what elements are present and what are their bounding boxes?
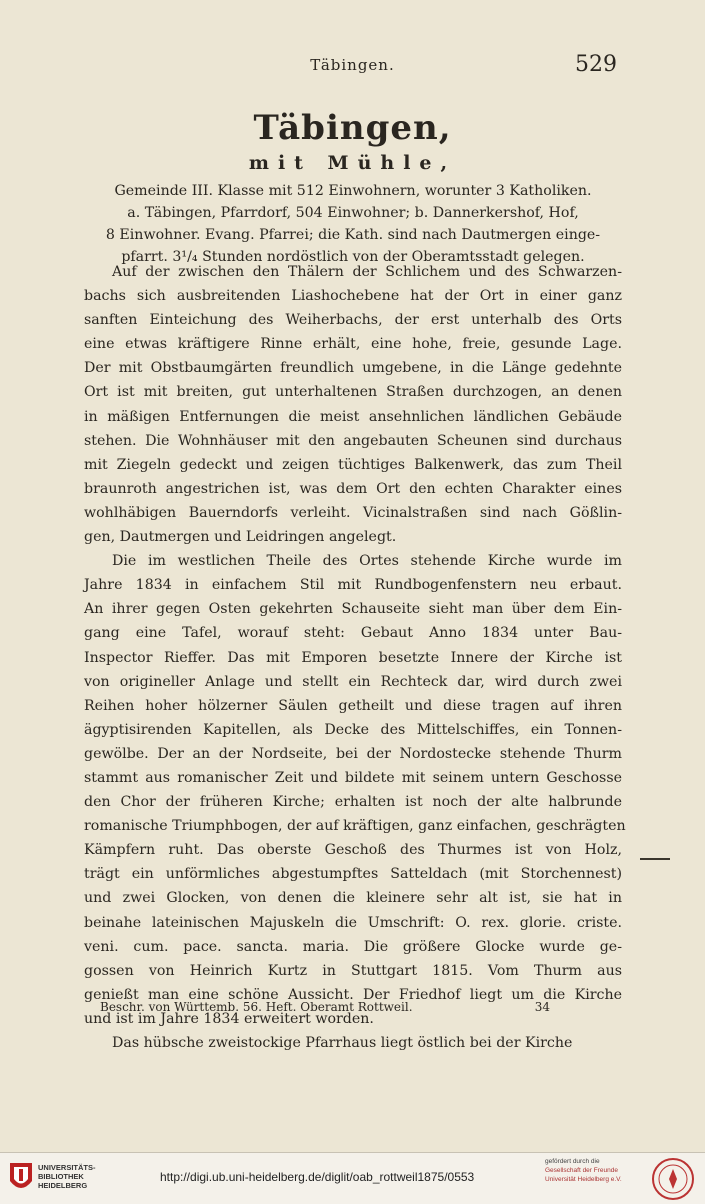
running-head: [0, 52, 705, 82]
margin-mark: [640, 858, 670, 860]
body-line: stammt aus romanischer Zeit und bildete mit seinem untern Geschosse: [84, 769, 622, 786]
signature-line: [100, 1000, 550, 1014]
university-line: BIBLIOTHEK: [38, 1172, 84, 1181]
body-line: bachs sich ausbreitenden Liashochebene hat der Ort in einer ganz: [84, 288, 622, 305]
body-line: genießt man eine schöne Aussicht. Der Friedhof liegt um die Kirche: [84, 986, 622, 1003]
university-line: HEIDELBERG: [38, 1181, 88, 1190]
body-line: braunroth angestrichen ist, was dem Ort den echten Charakter eines: [84, 480, 622, 497]
section-title: Täbingen,: [253, 108, 452, 148]
body-line: in mäßigen Entfernungen die meist ansehnlichen ländlichen Gebäude: [84, 408, 622, 425]
page-number: 529: [575, 52, 617, 77]
summary-line: a. Täbingen, Pfarrdorf, 504 Einwohner; b. Dannerkershof, Hof,: [127, 205, 579, 221]
body-line: sanften Einteichung des Weiherbachs, der erst unterhalb des Orts: [84, 312, 622, 329]
sponsor-line: Gesellschaft der Freunde: [545, 1167, 618, 1174]
summary-line: Gemeinde III. Klasse mit 512 Einwohnern, worunter 3 Katholiken.: [114, 183, 592, 199]
body-line: stehen. Die Wohnhäuser mit den angebauten Scheunen sind durchaus: [84, 432, 622, 449]
body-line: Die im westlichen Theile des Ortes stehende Kirche wurde im: [112, 553, 622, 570]
body-line: Auf der zwischen den Thälern der Schlichem und des Schwarzen-: [112, 264, 622, 280]
body-line: wohlhäbigen Bauerndorfs verleiht. Vicinalstraßen sind nach Gößlin-: [84, 504, 622, 521]
sponsor-line: Universität Heidelberg e.V.: [545, 1176, 622, 1183]
body-text: [84, 260, 626, 1055]
body-line: beinahe lateinischen Majuskeln die Umschrift: O. rex. glorie. criste.: [84, 914, 622, 931]
body-line: Der mit Obstbaumgärten freundlich umgebene, in die Länge gedehnte: [84, 360, 622, 377]
running-head-title: Täbingen.: [310, 56, 395, 74]
body-line: Ort ist mit breiten, gut unterhaltenen Straßen durchzogen, an denen: [84, 384, 622, 401]
university-logo-icon: [8, 1161, 34, 1195]
body-line: eine etwas kräftigere Rinne erhält, eine hohe, freie, gesunde Lage.: [84, 336, 622, 353]
summary-line: 8 Einwohner. Evang. Pfarrei; die Kath. sind nach Dautmergen einge-: [105, 227, 601, 243]
body-line: und ist im Jahre 1834 erweitert worden.: [84, 1010, 374, 1027]
body-line: trägt ein unförmliches abgestumpftes Satteldach (mit Storchennest): [84, 866, 622, 883]
body-line: ägyptisirenden Kapitellen, als Decke des Mittelschiffes, ein Tonnen-: [84, 721, 622, 738]
signature-number: 34: [534, 1000, 550, 1014]
body-line: gang eine Tafel, worauf steht: Gebaut Anno 1834 unter Bau-: [84, 625, 622, 642]
permalink-url[interactable]: http://digi.ub.uni-heidelberg.de/diglit/oab_rottweil1875/0553: [160, 1170, 475, 1184]
municipality-summary: [84, 180, 622, 268]
body-line: Reihen hoher hölzerner Säulen getheilt und diese tragen auf ihren: [84, 697, 622, 714]
body-line: gen, Dautmergen und Leidringen angelegt.: [84, 529, 397, 546]
body-line: gewölbe. Der an der Nordseite, bei der Nordostecke stehende Thurm: [84, 745, 622, 762]
body-line: und zwei Glocken, von denen die kleinere sehr alt ist, sie hat in: [84, 890, 622, 907]
university-line: UNIVERSITÄTS-: [38, 1163, 96, 1172]
university-name: [38, 1163, 96, 1190]
body-line: Kämpfern ruht. Das oberste Geschoß des Thurmes ist von Holz,: [84, 842, 622, 859]
body-line: mit Ziegeln gedeckt und zeigen tüchtiges Balkenwerk, das zum Theil: [84, 456, 622, 473]
body-line: An ihrer gegen Osten gekehrten Schauseite sieht man über dem Ein-: [84, 601, 622, 618]
body-line: Das hübsche zweistockige Pfarrhaus liegt östlich bei der Kirche: [112, 1035, 573, 1051]
body-line: Inspector Rieffer. Das mit Emporen besetzte Innere der Kirche ist: [84, 649, 622, 666]
section-subtitle: mit Mühle,: [248, 152, 457, 174]
body-line: von origineller Anlage und stellt ein Rechteck dar, wird durch zwei: [84, 673, 622, 690]
summary-line: pfarrt. 3¹/₄ Stunden nordöstlich von der Oberamtsstadt gelegen.: [121, 249, 585, 265]
body-line: den Chor der früheren Kirche; erhalten ist noch der alte halbrunde: [84, 794, 622, 811]
viewer-footer: [0, 1152, 705, 1204]
signature-text: Beschr. von Württemb. 56. Heft. Oberamt Rottweil.: [100, 1000, 413, 1014]
body-line: veni. cum. pace. sancta. maria. Die größere Glocke wurde ge-: [84, 938, 622, 955]
body-line: Jahre 1834 in einfachem Stil mit Rundbogenfenstern neu erbaut.: [84, 577, 622, 594]
body-line: gossen von Heinrich Kurtz in Stuttgart 1815. Vom Thurm aus: [84, 962, 622, 979]
sponsor-seal-icon: [651, 1157, 695, 1201]
sponsor-line: gefördert durch die: [545, 1158, 600, 1165]
body-line: romanische Triumphbogen, der auf kräftigen, ganz einfachen, geschrägten: [84, 818, 626, 835]
sponsor-note: [545, 1157, 622, 1184]
